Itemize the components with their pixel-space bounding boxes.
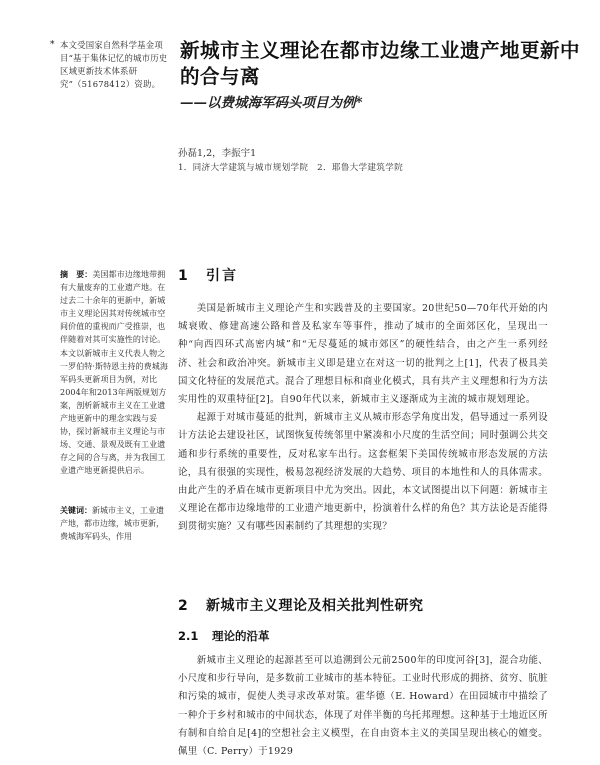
funding-note: 本文受国家自然科学基金项目“基于集体记忆的城市历史区域更新技术体系研究”（51678412）资助。 — [60, 40, 168, 89]
section-heading — [178, 265, 238, 285]
paragraph: 新城市主义理论的起源甚至可以追溯到公元前2500年的印度河谷[3]，混合功能、小尺度和步行导向，是多数前工业城市的基本特征。工业时代形成的拥挤、贫穷、肮脏和污染的城市，促使人类寻求改革对策。霍华德（E. Howard）在田园城市中描绘了一种介于乡村和城市的中间状态，体现了对伴半衡的乌托邦理想。这种基于土地近区所有制和自给自足[4]的空想社会主义模型，在自由资本主义的美国呈现出核心的嬗变。佩里（C. Perry）于1929 — [178, 655, 548, 758]
abstract-text: 美国都市边缘地带拥有大量废弃的工业遗产地。在过去二十余年的更新中，新城市主义理论因其对传统城市空间价值的重视而广受推崇，也伴随着对其可实施性的讨论。本文以新城市主义代表人物之一罗伯特·斯特恩主持的费城海军码头更新项目为例，对比2004年和2013年两版规划方案，剖析新城市主义在工业遗产地更新中的理念实践与妥协，探讨新城市主义理论与市场、交通、景观及既有工业遗存之间的合与离，并为我国工业遗产地更新提供启示。 — [60, 270, 168, 476]
subsection-number: 2.1 — [178, 629, 199, 643]
section-heading — [178, 595, 424, 615]
section-title: 新城市主义理论及相关批判性研究 — [206, 598, 424, 614]
keywords — [60, 504, 168, 543]
paragraph: 起源于对城市蔓延的批判，新城市主义从城市形态学角度出发，倡导通过一系列设计方法论去建设社区，试图恢复传统邻里中紧凑和小尺度的生活空间；同时强调公共交通和步行系统的重要性，反对私家车出行。这套框架下美国传统城市形态发展的方法论，具有很强的实现性，极易忽视经济发展的大趋势、项目的本地性和人的具体需求。由此产生的矛盾在城市更新项目中尤为突出。因此，本文试图提出以下问题：新城市主义理论在都市边缘地带的工业遗产地更新中，扮演着什么样的角色？其方法论是否能得到贯彻实施？又有哪些因素制约了其理想的实现？ — [178, 412, 548, 533]
section-number: 2 — [178, 598, 188, 614]
abstract-label: 摘 要： — [60, 269, 93, 279]
article-title: 新城市主义理论在都市边缘工业遗产地更新中的合与离 — [180, 39, 581, 88]
paragraph: 美国是新城市主义理论产生和实践普及的主要国家。20世纪50—70年代开始的内城衰败、修建高速公路和普及私家车等事件，推动了城市的全面郊区化，呈现出一种“向西四环式高密内城”和“无尽蔓延的城市郊区”的硬性结合，由之产生一系列经济、社会和政治冲突。新城市主义即是建立在对这一切的批判之上[1]，代表了极具美国文化特征的发展范式。混合了理想目标和商业化模式，具有共产主义理想和行为方法实用性的双重特征[2]。自90年代以来，新城市主义逐渐成为主流的城市规划理论。 — [178, 303, 548, 406]
section-body — [178, 300, 548, 537]
affiliations: 1．同济大学建筑与城市规划学院 2．耶鲁大学建筑学院 — [178, 163, 403, 173]
footnote-marker: * — [50, 40, 55, 50]
keywords-text: 新城市主义，工业遗产地，都市边缘，城市更新，费城海军码头，作用 — [60, 506, 164, 542]
abstract — [60, 268, 168, 478]
section-number: 1 — [178, 268, 188, 284]
article-subtitle: ——以费城海军码头项目为例* — [180, 95, 363, 111]
subsection-title: 理论的沿革 — [212, 629, 270, 643]
section-body — [178, 652, 548, 761]
keywords-label: 关键词： — [60, 505, 92, 515]
section-title: 引言 — [206, 268, 238, 284]
subsection-heading — [178, 628, 270, 644]
authors: 孙磊1,2，李振宇1 — [178, 148, 257, 159]
